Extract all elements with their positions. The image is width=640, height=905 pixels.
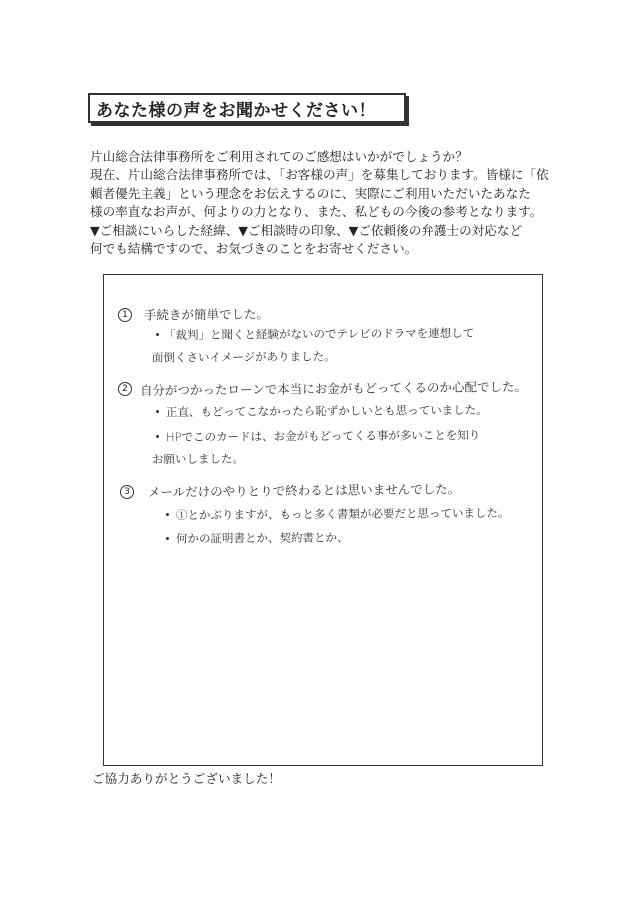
- item-number: 3: [124, 487, 130, 497]
- answer-heading: 手続きが簡単でした。: [143, 306, 270, 323]
- answer-detail: 正直、もどってこなかったら恥ずかしいとも思っていました。: [165, 402, 488, 420]
- form-title: あなた様の声をお聞かせください！: [96, 100, 376, 121]
- bullet-dot: [156, 435, 159, 438]
- intro-line: 片山総合法律事務所をご利用されてのご感想はいかがでしょうか？: [90, 149, 468, 164]
- intro-paragraph: [90, 148, 560, 258]
- handwritten-answer-box: [103, 274, 543, 766]
- answer-heading: メールだけのやりとりで終わるとは思いませんでした。: [147, 481, 461, 500]
- intro-line: 様の率直なお声が、何よりの力となり、また、私どもの今後の参考となります。: [90, 204, 543, 220]
- intro-line: 頼者優先主義」という理念をお伝えするのに、実際にご利用いただいたあなた: [90, 185, 531, 201]
- bullet-dot: [156, 410, 159, 413]
- answer-detail: HPでこのカードは、お金がもどってくる事が多いことを知り: [165, 427, 481, 445]
- form-title-box: [88, 93, 406, 123]
- intro-line: ▼ご相談にいらした経緯、▼ご相談時の印象、▼ご依頼後の弁護士の対応など: [90, 222, 523, 238]
- closing-thanks: ご協力ありがとうございました！: [92, 771, 281, 786]
- item-number-circle: [120, 485, 134, 499]
- answer-detail: ①とかぶりますが、もっと多く書類が必要だと思っていました。: [175, 505, 510, 523]
- answer-detail: お願いしました。: [151, 451, 245, 467]
- item-number-circle: [118, 308, 132, 322]
- item-number-circle: [118, 382, 132, 396]
- answer-detail: 面倒くさいイメージがありました。: [151, 349, 336, 365]
- intro-line: 何でも結構ですので、お気づきのことをお寄せください。: [90, 241, 418, 257]
- bullet-dot: [156, 333, 159, 336]
- answer-detail: 「裁判」と聞くと経験がないのでテレビのドラマを連想して: [163, 325, 475, 343]
- answer-detail: 何かの証明書とか、契約書とか、: [175, 530, 349, 546]
- item-number: 2: [122, 384, 128, 394]
- bullet-dot: [166, 513, 169, 516]
- answer-heading: 自分がつかったローンで本当にお金がもどってくるのか心配でした。: [139, 378, 528, 399]
- item-number: 1: [122, 310, 128, 320]
- intro-line: 現在、片山総合法律事務所では、「お客様の声」を募集しております。皆様に「依: [90, 167, 549, 183]
- bullet-dot: [166, 537, 169, 540]
